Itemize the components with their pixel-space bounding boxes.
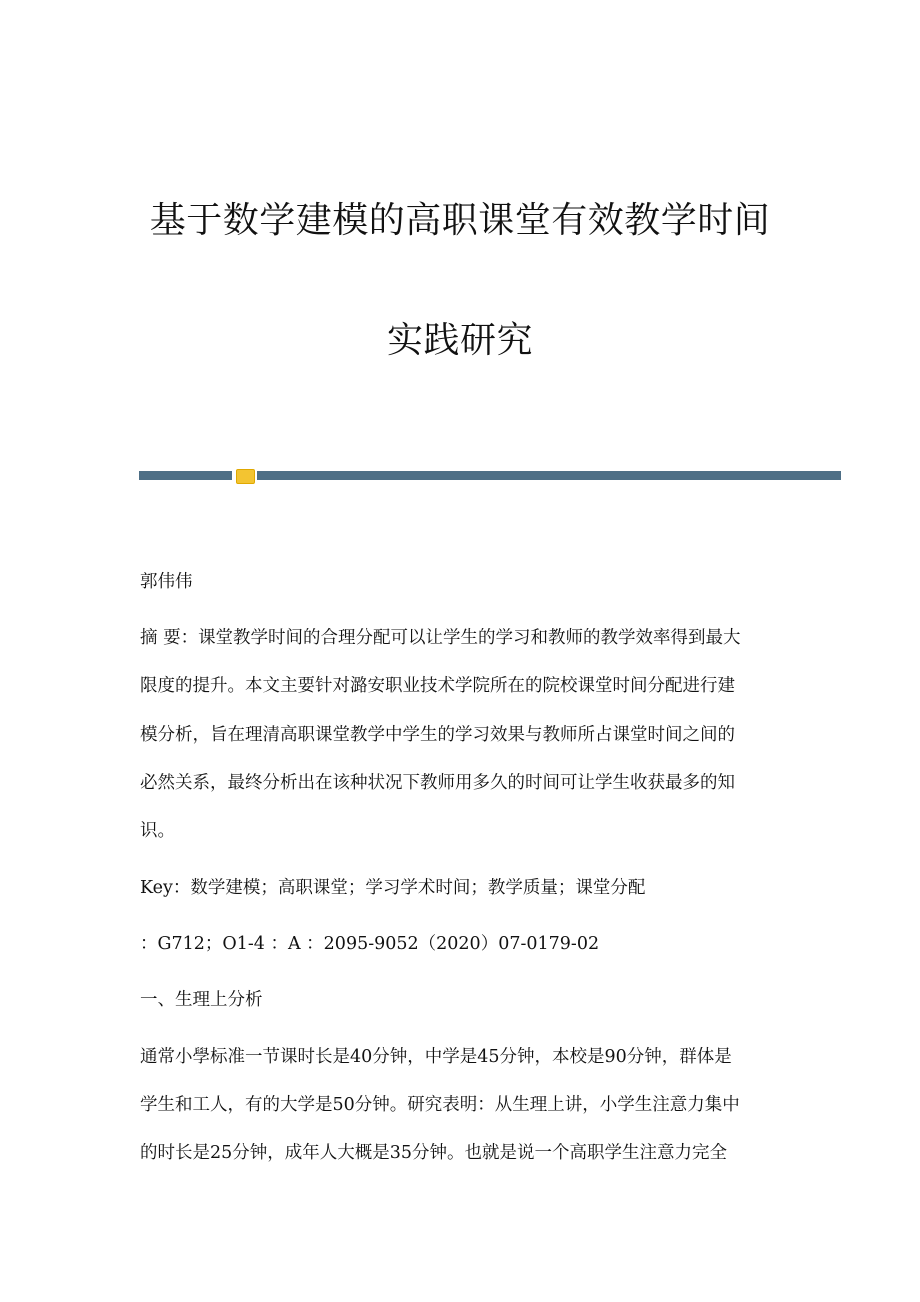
abstract-line: 必然关系，最终分析出在该种状况下教师用多久的时间可让学生收获最多的知 (140, 773, 735, 793)
divider-right (257, 471, 841, 480)
abstract-line: 摘 要：课堂教学时间的合理分配可以让学生的学习和教师的教学效率得到最大 (140, 628, 741, 648)
section-heading: 一、生理上分析 (140, 990, 263, 1010)
body-line: 的时长是25分钟，成年人大概是35分钟。也就是说一个高职学生注意力完全 (140, 1143, 728, 1163)
keywords: Key：数学建模；高职课堂；学习学术时间；教学质量；课堂分配 (140, 878, 646, 898)
abstract-line: 模分析，旨在理清高职课堂教学中学生的学习效果与教师所占课堂时间之间的 (140, 725, 735, 745)
abstract-line: 限度的提升。本文主要针对潞安职业技术学院所在的院校课堂时间分配进行建 (140, 676, 735, 696)
title-line-2: 实践研究 (386, 320, 533, 361)
author: 郭伟伟 (140, 572, 193, 592)
divider-left (139, 471, 232, 480)
ornament-icon (236, 469, 255, 484)
abstract-line: 识。 (140, 821, 175, 841)
body-line: 学生和工人，有的大学是50分钟。研究表明：从生理上讲，小学生注意力集中 (140, 1095, 740, 1115)
body-line: 通常小學标准一节课时长是40分钟，中学是45分钟，本校是90分钟，群体是 (140, 1047, 732, 1067)
classification: ：G712；O1-4 ：A ：2095-9052（2020）07-0179-02 (140, 934, 600, 954)
title-line-1: 基于数学建模的高职课堂有效教学时间 (149, 200, 771, 241)
